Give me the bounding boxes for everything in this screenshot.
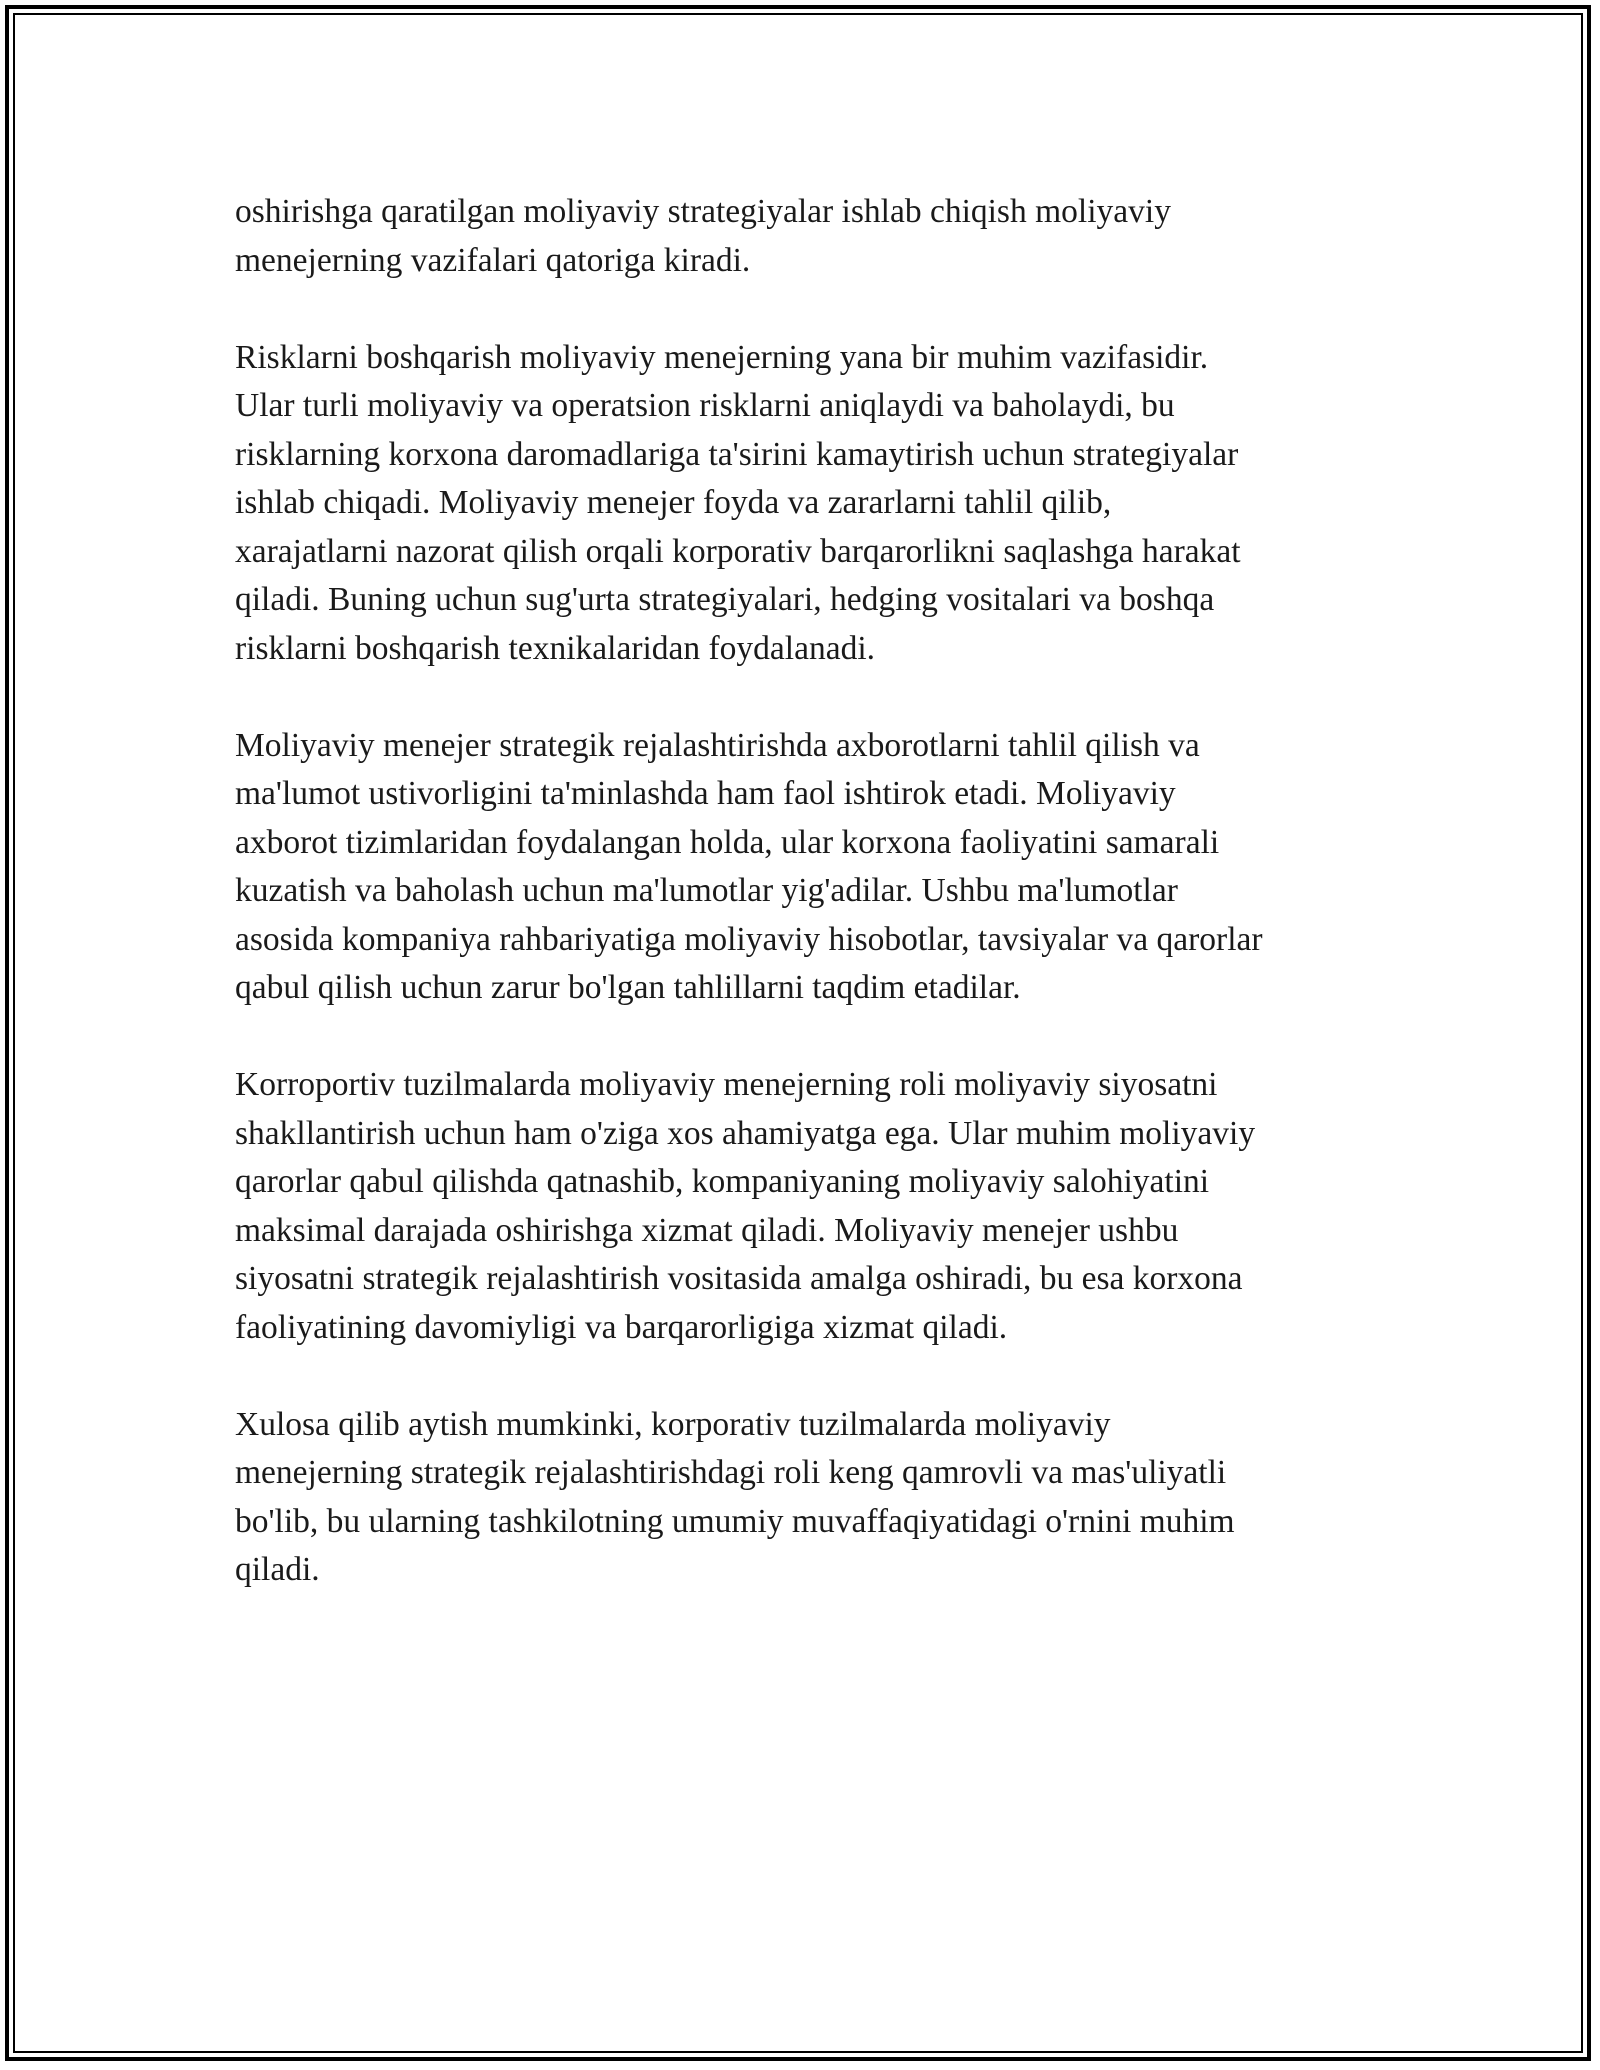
- paragraph-4: Korroportiv tuzilmalarda moliyaviy menejerning roli moliyaviy siyosatni shakllantirish uchun ham o'ziga xos ahamiyatga ega. Ular muhim moliyaviy qarorlar qabul qilishda qatnashib, kompaniyaning moliyaviy salohiyatini maksimal darajada oshirishga xizmat qiladi. Moliyaviy menejer ushbu siyosatni strategik rejalashtirish vositasida amalga oshiradi, bu esa korxona faoliyatining davomiyligi va barqarorligiga xizmat qiladi.: [235, 1066, 1256, 1346]
- paragraph-3: Moliyaviy menejer strategik rejalashtirishda axborotlarni tahlil qilish va ma'lumot ustivorligini ta'minlashda ham faol ishtirok etadi. Moliyaviy axborot tizimlaridan foydalangan holda, ular korxona faoliyatini samarali kuzatish va baholash uchun ma'lumotlar yig'adilar. Ushbu ma'lumotlar asosida kompaniya rahbariyatiga moliyaviy hisobotlar, tavsiyalar va qarorlar qabul qilish uchun zarur bo'lgan tahlillarni taqdim etadilar.: [235, 726, 1263, 1006]
- document-body: [235, 188, 1385, 1643]
- paragraph-1: oshirishga qaratilgan moliyaviy strategiyalar ishlab chiqish moliyaviy menejerning vazifalari qatoriga kiradi.: [235, 193, 1171, 279]
- paragraph-5: Xulosa qilib aytish mumkinki, korporativ tuzilmalarda moliyaviy menejerning strategik rejalashtirishdagi roli keng qamrovli va mas'uliyatli bo'lib, bu ularning tashkilotning umumiy muvaffaqiyatidagi o'rnini muhim qiladi.: [235, 1405, 1235, 1588]
- paragraph-2: Risklarni boshqarish moliyaviy menejerning yana bir muhim vazifasidir. Ular turli moliyaviy va operatsion risklarni aniqlaydi va baholaydi, bu risklarning korxona daromadlariga ta'sirini kamaytirish uchun strategiyalar ishlab chiqadi. Moliyaviy menejer foyda va zararlarni tahlil qilib, xarajatlarni nazorat qilish orqali korporativ barqarorlikni saqlashga harakat qiladi. Buning uchun sug'urta strategiyalari, hedging vositalari va boshqa risklarni boshqarish texnikalaridan foydalanadi.: [235, 338, 1241, 667]
